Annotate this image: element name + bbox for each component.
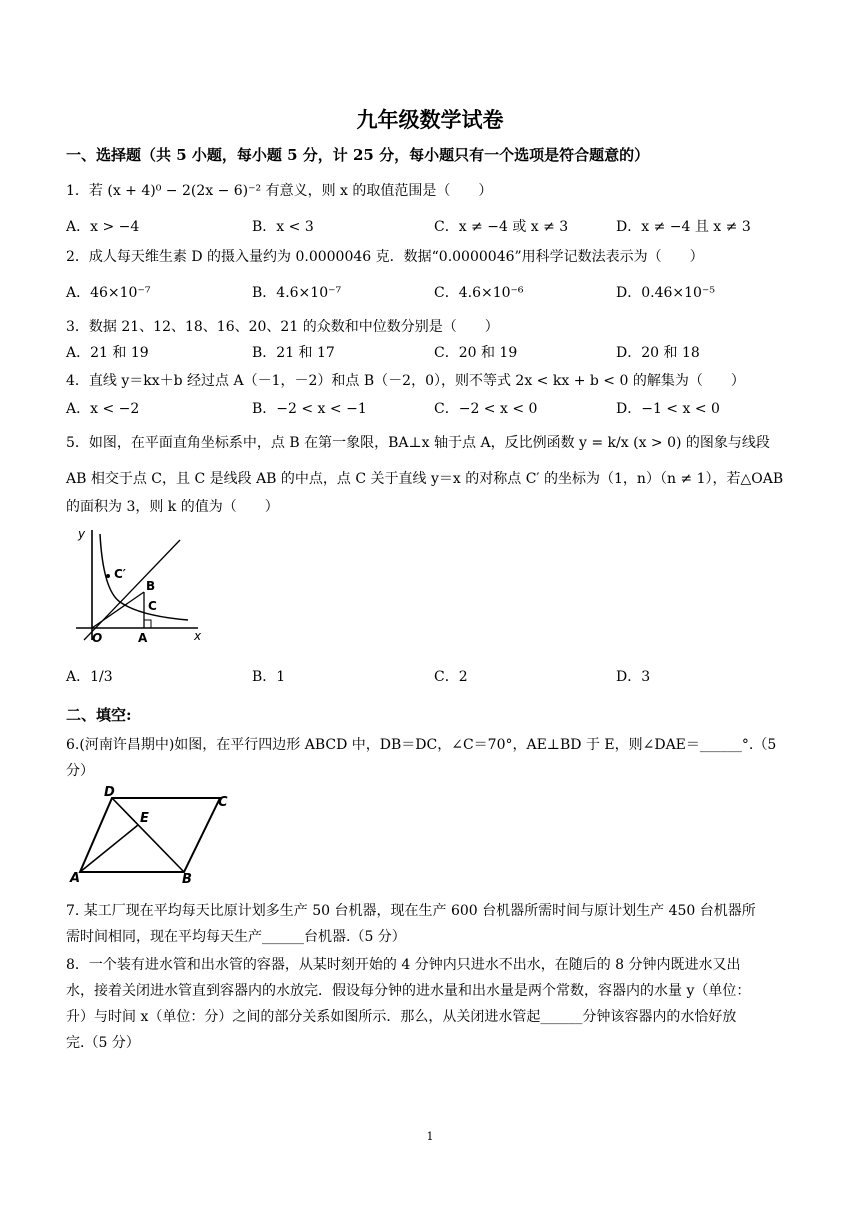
question-4-option-c: C．−2 < x < 0 — [434, 401, 538, 417]
question-1-stem: 1．若 (x + 4)⁰ − 2(2x − 6)⁻² 有意义，则 x 的取值范围是（ ） — [66, 183, 493, 199]
label-c: C — [218, 795, 228, 810]
section-fill-heading: 二、填空: — [66, 706, 132, 724]
question-3-option-c: C．20 和 19 — [434, 345, 518, 361]
question-8-line-4: 完.（5 分） — [66, 1035, 140, 1051]
question-1-option-a: A．x > −4 — [66, 219, 140, 235]
label-e: E — [140, 811, 149, 826]
question-5-option-b: B．1 — [252, 669, 286, 685]
axis-label-x: x — [194, 629, 202, 643]
question-6-figure — [68, 784, 244, 884]
question-4-option-a: A．x < −2 — [66, 401, 140, 417]
line-y-equals-x — [84, 540, 180, 640]
question-5-line-2: AB 相交于点 C，且 C 是线段 AB 的中点，点 C 关于直线 y＝x 的对称点 C′ 的坐标为（1，n）（n ≠ 1），若△OAB — [66, 471, 784, 487]
axis-label-y: y — [78, 527, 86, 541]
question-4-stem: 4．直线 y＝kx＋b 经过点 A（－1，－2）和点 B（－2，0），则不等式 2x < kx + b < 0 的解集为（ ） — [66, 373, 745, 389]
question-2-option-d: D．0.46×10⁻⁵ — [616, 285, 715, 301]
label-c-prime: C′ — [114, 567, 126, 581]
question-1-option-d: D．x ≠ −4 且 x ≠ 3 — [616, 219, 751, 235]
question-2-option-c: C．4.6×10⁻⁶ — [434, 285, 524, 301]
question-2-stem: 2．成人每天维生素 D 的摄入量约为 0.0000046 克．数据“0.0000046”用科学记数法表示为（ ） — [66, 249, 704, 265]
question-6-line-2: 分） — [66, 763, 94, 779]
question-8-line-1: 8．一个装有进水管和出水管的容器，从某时刻开始的 4 分钟内只进水不出水，在随后的 8 分钟内既进水又出 — [66, 957, 741, 973]
parallelogram-abcd — [80, 798, 220, 872]
segment-ae — [80, 825, 138, 872]
point-c-prime — [106, 574, 110, 578]
question-3-option-d: D．20 和 18 — [616, 345, 700, 361]
question-2-option-b: B．4.6×10⁻⁷ — [252, 285, 342, 301]
page-title: 九年级数学试卷 — [356, 107, 504, 132]
question-1-option-b: B．x < 3 — [252, 219, 314, 235]
question-5-line-3: 的面积为 3，则 k 的值为（ ） — [66, 499, 279, 515]
question-3-option-a: A．21 和 19 — [66, 345, 149, 361]
question-6-line-1: 6.(河南许昌期中)如图，在平行四边形 ABCD 中，DB＝DC，∠C＝70°，AE⊥BD 于 E，则∠DAE＝______°.（5 — [66, 737, 777, 753]
question-5-option-d: D．3 — [616, 669, 651, 685]
page-number: 1 — [426, 1130, 434, 1143]
question-5-figure — [70, 520, 210, 645]
question-4-option-b: B．−2 < x < −1 — [252, 401, 367, 417]
label-c: C — [148, 599, 157, 613]
label-o: O — [92, 631, 103, 645]
question-8-line-3: 升）与时间 x（单位：分）之间的部分关系如图所示．那么，从关闭进水管起______分钟该容器内的水恰好放 — [66, 1009, 737, 1025]
question-5-option-a: A．1/3 — [66, 669, 113, 685]
question-3-option-b: B．21 和 17 — [252, 345, 335, 361]
label-b: B — [146, 579, 156, 593]
question-5-option-c: C．2 — [434, 669, 468, 685]
question-7-line-2: 需时间相同，现在平均每天生产______台机器.（5 分） — [66, 929, 406, 945]
label-d: D — [104, 785, 115, 800]
question-3-stem: 3．数据 21、12、18、16、20、21 的众数和中位数分别是（ ） — [66, 319, 499, 335]
right-angle-mark — [144, 620, 151, 628]
question-1-option-c: C．x ≠ −4 或 x ≠ 3 — [434, 219, 569, 235]
question-4-option-d: D．−1 < x < 0 — [616, 401, 720, 417]
diagonal-db — [112, 798, 184, 872]
question-7-line-1: 7. 某工厂现在平均每天比原计划多生产 50 台机器，现在生产 600 台机器所需时间与原计划生产 450 台机器所 — [66, 903, 756, 919]
question-8-line-2: 水，接着关闭进水管直到容器内的水放完．假设每分钟的进水量和出水量是两个常数，容器内的水量 y（单位： — [66, 983, 751, 999]
question-5-line-1: 5．如图，在平面直角坐标系中，点 B 在第一象限，BA⊥x 轴于点 A，反比例函数 y = k/x (x > 0) 的图象与线段 — [66, 435, 770, 451]
section-choice-heading: 一、选择题（共 5 小题，每小题 5 分，计 25 分，每小题只有一个选项是符合题意的） — [66, 146, 650, 164]
label-a: A — [70, 871, 81, 884]
label-a: A — [138, 631, 148, 645]
label-b: B — [182, 872, 192, 884]
question-2-option-a: A．46×10⁻⁷ — [66, 285, 151, 301]
